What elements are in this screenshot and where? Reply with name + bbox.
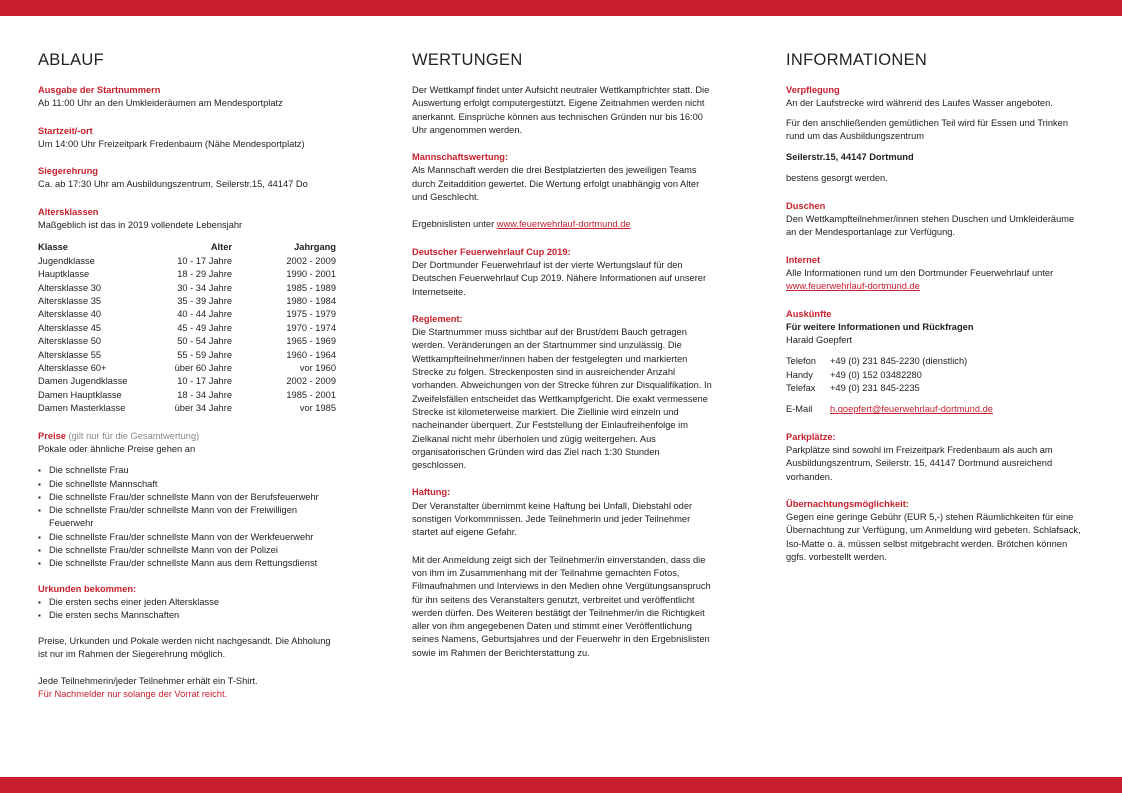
verpflegung-text-2: Für den anschließenden gemütlichen Teil wird für Essen und Trinken rund um das Ausbildungszentrum (786, 117, 1068, 141)
section-title-informationen: INFORMATIONEN (786, 51, 928, 69)
verpflegung-text-3: bestens gesorgt werden. (786, 173, 888, 184)
startnummern-heading: Ausgabe der Startnummern (38, 85, 161, 95)
auskuenfte-heading: Auskünfte (786, 308, 832, 319)
startnummern-text: Ab 11:00 Uhr an den Umkleideräumen am Mendesportplatz (38, 98, 283, 109)
cell-jahrgang: 1985 - 2001 (286, 389, 336, 400)
contact-label: Handy (786, 369, 813, 380)
wertungen-intro-text: Der Wettkampf findet unter Aufsicht neutraler Wettkampfrichter statt. Die Auswertung erfolgt computergestützt. Eigene Zeitnahmen werden nicht anerkannt. Einsprüche können aus technischen Gründen nur bis 16:00 Uhr angenommen werden. (412, 85, 710, 135)
tshirt-block (38, 675, 338, 702)
preise-text: Pokale oder ähnliche Preise gehen an (38, 443, 196, 454)
cup-text: Der Dortmunder Feuerwehrlauf ist der vierte Wertungslauf für den Deutschen Feuerwehrlauf Cup 2019. Nähere Informationen auf unserer Internetseite. (412, 259, 707, 297)
verpflegung-text-3-wrap (786, 172, 1086, 185)
list-item: ▪ Die schnellste Frau/der schnellste Mann von der Berufsfeuerwehr (38, 491, 338, 504)
cell-jahrgang: 1975 - 1979 (286, 309, 336, 320)
cell-alter: 45 - 49 Jahre (177, 322, 232, 333)
auskuenfte-block (786, 308, 1086, 417)
table-row (38, 255, 336, 268)
list-item: ▪ Die schnellste Frau/der schnellste Mann von der Freiwilligen Feuerwehr (38, 504, 338, 531)
anmeldung-block (412, 554, 712, 660)
cell-jahrgang: vor 1960 (299, 363, 336, 374)
altersklassen-table (38, 241, 336, 415)
cell-klasse: Hauptklasse (38, 269, 90, 280)
internet-text: Alle Informationen rund um den Dortmunder Feuerwehrlauf unter (786, 267, 1054, 278)
cell-alter: über 34 Jahre (174, 403, 232, 414)
cell-jahrgang: 1980 - 1984 (286, 296, 336, 306)
contact-email-row (786, 403, 1086, 416)
top-accent-bar (0, 0, 1122, 16)
table-row (38, 282, 336, 295)
startnummern-block (38, 84, 338, 111)
cell-alter: 30 - 34 Jahre (177, 282, 232, 293)
wertungen-intro-block (412, 84, 712, 137)
contact-row (786, 382, 1086, 395)
altersklassen-block (38, 206, 338, 233)
preise-note: (gilt nur für die Gesamtwertung) (68, 430, 200, 441)
verpflegung-heading: Verpflegung (786, 85, 840, 95)
siegerehrung-heading: Siegerehrung (38, 166, 98, 177)
internet-heading: Internet (786, 254, 821, 265)
urkunden-list (38, 596, 338, 623)
cell-jahrgang: 2002 - 2009 (286, 376, 336, 387)
preise-heading: Preise (38, 430, 66, 441)
parkplaetze-block (786, 431, 1086, 484)
siegerehrung-text: Ca. ab 17:30 Uhr am Ausbildungszentrum, Seilerstr.15, 44147 Do (38, 179, 308, 190)
haftung-heading: Haftung: (412, 487, 451, 498)
cell-alter: 40 - 44 Jahre (177, 309, 232, 320)
duschen-text: Den Wettkampfteilnehmer/innen stehen Duschen und Umkleideräume an der Mendesportanlage zur Verfügung. (786, 214, 1075, 238)
parkplaetze-heading: Parkplätze: (786, 431, 836, 442)
contact-row (786, 355, 1086, 368)
list-item: ▪ Die schnellste Mannschaft (38, 478, 338, 491)
section-title-ablauf: ABLAUF (38, 51, 104, 69)
table-header-row (38, 241, 336, 254)
nachmelder-text: Für Nachmelder nur solange der Vorrat reicht. (38, 689, 228, 700)
verpflegung-text-1: An der Laufstrecke wird während des Laufes Wasser angeboten. (786, 98, 1053, 109)
cell-jahrgang: 2002 - 2009 (286, 255, 336, 266)
cell-jahrgang: 1970 - 1974 (286, 322, 336, 333)
column-header-jahrgang: Jahrgang (294, 242, 336, 253)
table-row (38, 349, 336, 362)
internet-block (786, 254, 1086, 294)
table-row (38, 402, 336, 415)
reglement-text: Die Startnummer muss sichtbar auf der Brust/dem Bauch getragen werden. Veränderungen an der Startnummer sind unzulässig. Die Wettkampfteilnehmer/innen haben der festgelegten und markierten Strecke zu folgen. Streckenposten sind in ausreichender Anzahl vorhanden. Abweichungen von der Strecke führen zur Disqualifikation. In Zweifelsfällen entscheidet das Wettkampfgericht. Die exakt vermessene Strecke ist kilometerweise markiert. Die Ziellinie wird einzeln und nacheinander überquert. Zur Feststellung der Einlaufreihenfolge im Zielkanal nicht mehr überholen und zügig weitergehen. Aus organisatorischen Gründen wird das Ziel nach 1:30 Stunden geschlossen. (412, 327, 712, 471)
haftung-block (412, 486, 712, 539)
table-row (38, 308, 336, 321)
urkunden-heading: Urkunden bekommen: (38, 583, 137, 594)
bottom-accent-bar (0, 777, 1122, 793)
startzeit-text: Um 14:00 Uhr Freizeitpark Fredenbaum (Nähe Mendesportplatz) (38, 138, 305, 149)
contact-value: +49 (0) 231 845-2230 (dienstlich) (830, 356, 968, 367)
cell-alter: 18 - 29 Jahre (177, 269, 232, 280)
cell-alter: 55 - 59 Jahre (177, 349, 232, 360)
ergebnislisten-prefix: Ergebnislisten unter (412, 219, 497, 230)
contact-email-link[interactable]: h.goepfert@feuerwehrlauf-dortmund.de (830, 404, 993, 415)
duschen-block (786, 200, 1086, 240)
mannschaftswertung-block (412, 151, 712, 204)
mannschaftswertung-heading: Mannschaftswertung: (412, 152, 509, 163)
cup-block (412, 246, 712, 299)
duschen-heading: Duschen (786, 200, 826, 211)
cell-alter: 50 - 54 Jahre (177, 336, 232, 347)
table-row (38, 335, 336, 348)
verpflegung-address: Seilerstr.15, 44147 Dortmund (786, 152, 914, 163)
startzeit-block (38, 125, 338, 152)
section-title-wertungen: WERTUNGEN (412, 51, 523, 69)
ergebnislisten-link[interactable]: www.feuerwehrlauf-dortmund.de (496, 219, 631, 230)
uebernachtung-heading: Übernachtungsmöglichkeit: (786, 498, 909, 509)
cup-heading: Deutscher Feuerwehrlauf Cup 2019: (412, 246, 571, 257)
cell-alter: über 60 Jahre (174, 363, 232, 374)
list-item: ▪ Die schnellste Frau/der schnellste Mann von der Polizei (38, 544, 338, 557)
cell-klasse: Altersklasse 50 (38, 336, 102, 347)
verpflegung-block (786, 84, 1086, 111)
siegerehrung-block (38, 165, 338, 192)
table-row (38, 322, 336, 335)
altersklassen-text: Maßgeblich ist das in 2019 vollendete Lebensjahr (38, 220, 243, 231)
uebernachtung-text: Gegen eine geringe Gebühr (EUR 5,-) stehen Räumlichkeiten für eine Übernachtung zur Verfügung, um Anmeldung wird gebeten. Schlafsack, Iso-Matte o. ä. müssen selbst mitgebracht werden. Brötchen können ggfs. vorbestellt werden. (786, 512, 1081, 563)
list-item: ▪ Die ersten sechs einer jeden Altersklasse (38, 596, 338, 609)
cell-klasse: Altersklasse 40 (38, 309, 102, 320)
anmeldung-text: Mit der Anmeldung zeigt sich der Teilnehmer/in einverstanden, dass die von ihm im Zusammenhang mit der Teilnahme gemachten Fotos, Filmaufnahmen und Interviews in den Medien ohne Vergütungsanspruch für ihn seitens des Veranstalters genutzt, verbreitet und veröffentlicht werden dürfen. Des Weiteren bestätigt der Teilnehmer/in die Richtigkeit aller von ihm angegebenen Daten und stimmt einer Veröffentlichung seines Namens, Geburtsjahres und der Feuerwehr in den Ergebnislisten sowie im Rahmen der Berichterstattung zu. (412, 554, 711, 658)
haftung-text: Der Veranstalter übernimmt keine Haftung bei Unfall, Diebstahl oder sonstigen Vorkommnissen. Jede Teilnehmerin und jeder Teilnehmer startet auf eigene Gefahr. (412, 500, 693, 538)
contact-label: Telefon (786, 356, 816, 367)
cell-klasse: Jugendklasse (38, 255, 95, 266)
contact-email-label: E-Mail (786, 404, 813, 415)
column-ablauf (38, 50, 338, 702)
cell-alter: 35 - 39 Jahre (177, 296, 232, 306)
list-item: ▪ Die ersten sechs Mannschaften (38, 609, 338, 622)
cell-jahrgang: 1960 - 1964 (286, 349, 336, 360)
cell-alter: 10 - 17 Jahre (177, 255, 232, 266)
verpflegung-text-2-wrap (786, 117, 1086, 144)
reglement-block (412, 313, 712, 473)
column-header-alter: Alter (210, 242, 232, 253)
reglement-heading: Reglement: (412, 313, 463, 324)
table-row (38, 389, 336, 402)
cell-klasse: Damen Hauptklasse (38, 389, 122, 400)
list-item: ▪ Die schnellste Frau (38, 464, 338, 477)
startzeit-heading: Startzeit/-ort (38, 125, 93, 136)
contact-row (786, 369, 1086, 382)
table-row (38, 295, 336, 308)
contact-label: Telefax (786, 383, 816, 394)
cell-klasse: Altersklasse 35 (38, 296, 102, 306)
parkplaetze-text: Parkplätze sind sowohl im Freizeitpark Fredenbaum als auch am Ausbildungszentrum, Seilerstr. 15, 44147 Dortmund ausreichend vorhanden. (786, 444, 1053, 482)
cell-klasse: Altersklasse 55 (38, 349, 102, 360)
internet-link[interactable]: www.feuerwehrlauf-dortmund.de (786, 281, 920, 292)
mannschaftswertung-text: Als Mannschaft werden die drei Bestplatzierten des jeweiligen Teams durch Zeitaddition gewertet. Die Wertung erfolgt unabhängig von Alter und Geschlecht. (412, 165, 700, 203)
cell-klasse: Altersklasse 30 (38, 282, 102, 293)
tshirt-text: Jede Teilnehmerin/jeder Teilnehmer erhält ein T-Shirt. (38, 676, 258, 687)
cell-klasse: Damen Jugendklasse (38, 376, 128, 387)
preise-list (38, 464, 338, 570)
verpflegung-address-wrap (786, 151, 1086, 164)
ergebnislisten-block (412, 218, 712, 231)
list-item: ▪ Die schnellste Frau/der schnellste Mann von der Werkfeuerwehr (38, 531, 338, 544)
cell-klasse: Altersklasse 45 (38, 322, 102, 333)
contacts-list (786, 355, 1086, 395)
cell-jahrgang: 1985 - 1989 (286, 282, 336, 293)
cell-alter: 10 - 17 Jahre (177, 376, 232, 387)
list-item: ▪ Die schnellste Frau/der schnellste Mann aus dem Rettungsdienst (38, 557, 338, 570)
cell-alter: 18 - 34 Jahre (177, 389, 232, 400)
table-row (38, 362, 336, 375)
versand-text: Preise, Urkunden und Pokale werden nicht nachgesandt. Die Abholung ist nur im Rahmen der Siegerehrung möglich. (38, 635, 331, 659)
cell-klasse: Altersklasse 60+ (38, 363, 107, 374)
table-row (38, 268, 336, 281)
column-header-klasse: Klasse (38, 242, 68, 253)
cell-jahrgang: 1990 - 2001 (286, 269, 336, 280)
uebernachtung-block (786, 498, 1086, 564)
table-row (38, 375, 336, 388)
cell-jahrgang: vor 1985 (299, 403, 336, 414)
cell-jahrgang: 1965 - 1969 (286, 336, 336, 347)
contact-value: +49 (0) 152 03482280 (830, 369, 922, 380)
contact-value: +49 (0) 231 845-2235 (830, 383, 920, 394)
column-wertungen (412, 50, 712, 674)
versand-block (38, 635, 338, 662)
contact-name: Harald Goepfert (786, 335, 853, 346)
auskuenfte-subheading: Für weitere Informationen und Rückfragen (786, 321, 974, 332)
column-informationen (786, 50, 1086, 578)
preise-block (38, 430, 338, 571)
urkunden-block (38, 583, 338, 623)
altersklassen-heading: Altersklassen (38, 206, 99, 217)
cell-klasse: Damen Masterklasse (38, 403, 126, 414)
